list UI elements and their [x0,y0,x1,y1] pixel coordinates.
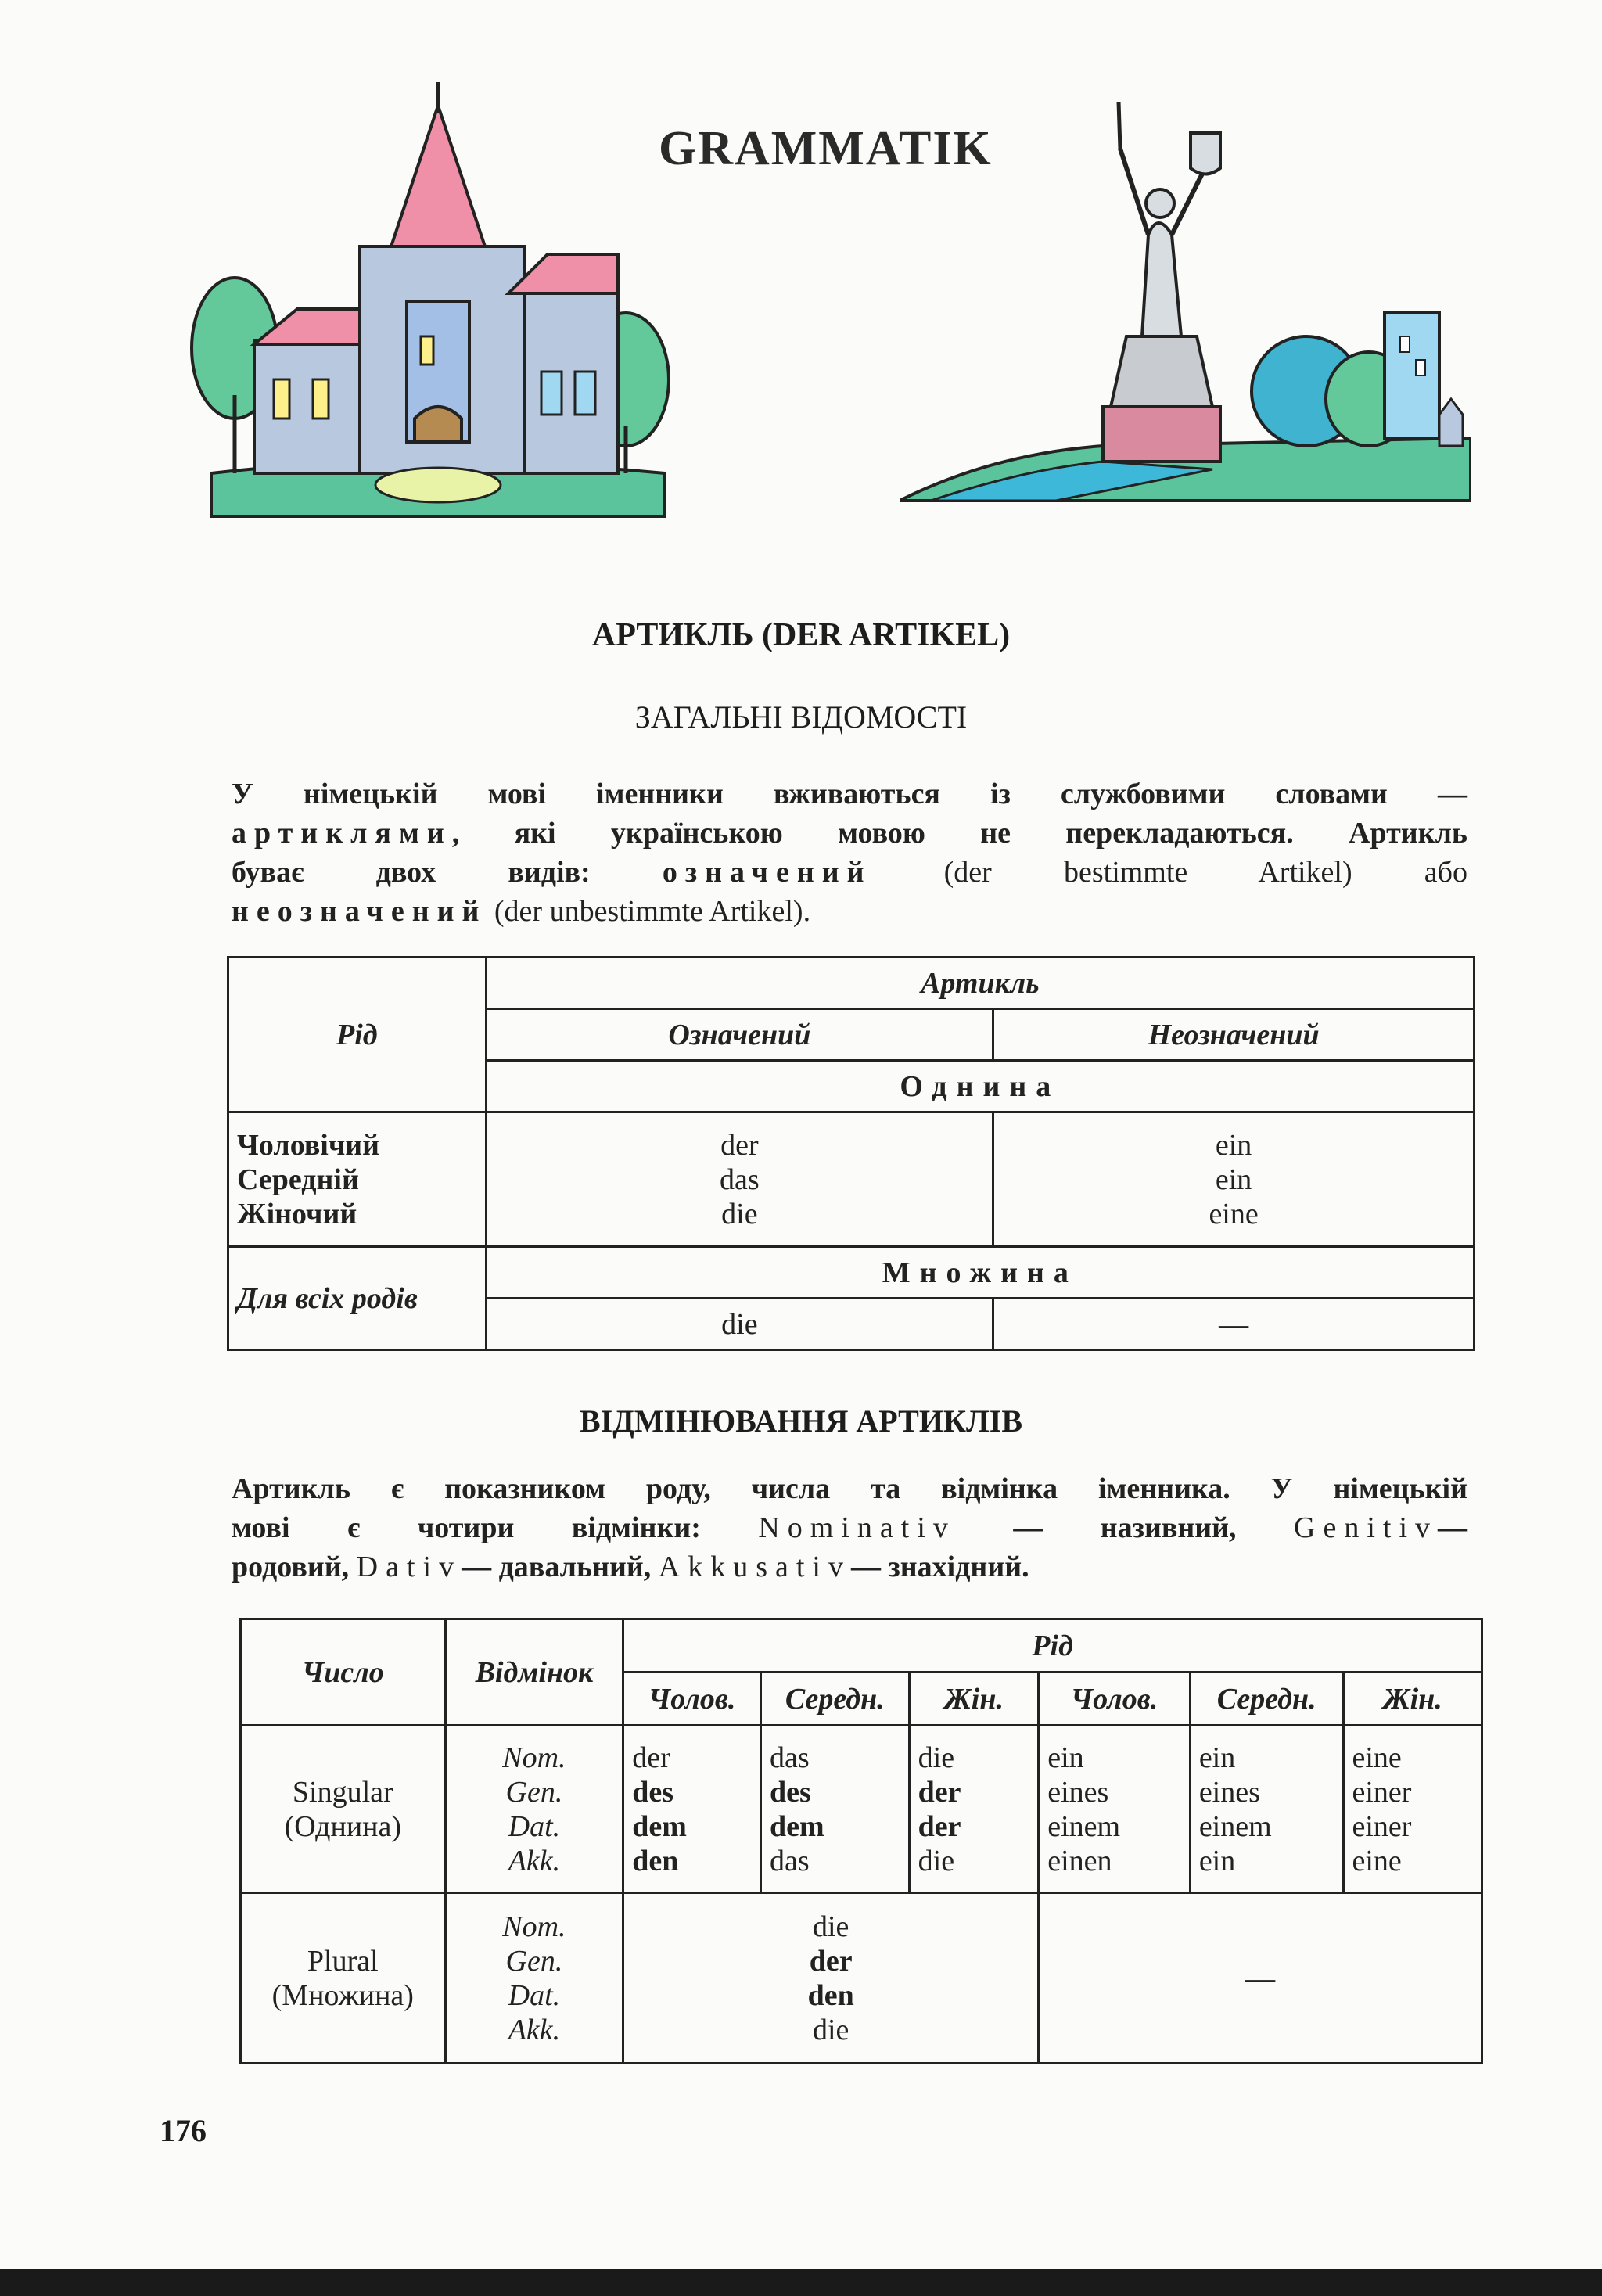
col-fem-indef: Жін. [1343,1673,1482,1726]
case-gen: Gen. [505,1775,563,1809]
section-heading-article: АРТИКЛЬ (DER ARTIKEL) [591,617,1011,653]
form: die [918,1741,955,1774]
form: die [813,2013,849,2046]
pl-indef-forms: — [1039,1893,1482,2064]
decl-genitiv-dash: — [1438,1511,1467,1544]
decl-dativ-desc: — давальний, [462,1550,659,1583]
form: des [769,1775,811,1809]
term-nominativ: Nominativ [758,1511,956,1544]
case-dat: Dat. [508,1809,561,1843]
plural-definite: die [486,1299,993,1350]
section-heading-declension: ВІДМІНЮВАННЯ АРТИКЛІВ [579,1403,1023,1439]
def-form-neut: das [720,1162,760,1196]
indefinite-singular-forms [993,1112,1474,1247]
form: die [918,1844,955,1877]
decl-line-2 [232,1508,1467,1547]
indef-form-neut: ein [1215,1162,1252,1196]
form: einem [1047,1809,1121,1843]
artikel-header: Артикль [486,958,1474,1009]
form: eines [1198,1775,1260,1809]
singular-label-de: Singular [292,1775,393,1809]
intro-line-4 [232,892,1467,931]
sg-ind-neut [1190,1726,1343,1893]
number-header: Число [241,1619,446,1726]
form: einer [1352,1809,1412,1843]
singular-cases [445,1726,623,1893]
decl-akkusativ-desc: — знахідний. [850,1550,1029,1583]
case-nom: Nom. [502,1741,566,1774]
definite-header: Означений [486,1009,993,1061]
col-masc-indef: Чолов. [1039,1673,1191,1726]
intro-line-2-rest: , які українською мовою не перекладаються. Артикль [451,817,1467,850]
form: der [809,1944,853,1978]
term-artikel: артиклями [232,817,452,850]
gender-header: Рід [228,958,487,1112]
form: des [632,1775,674,1809]
term-indefinite: неозначений [232,895,487,928]
form: die [813,1910,849,1943]
plural-header: Множина [486,1247,1474,1299]
intro-line-4-rest: (der unbestimmte Artikel). [487,895,811,928]
form: das [769,1741,810,1774]
form: ein [1198,1741,1236,1774]
intro-line-2 [232,814,1467,853]
church-illustration [180,82,681,520]
form: dem [632,1809,687,1843]
form: der [918,1775,961,1809]
sg-def-masc [623,1726,761,1893]
all-genders-label: Для всіх родів [228,1247,487,1350]
intro-line-3-rest: (der bestimmte Artikel) або [871,856,1467,889]
case-header: Відмінок [445,1619,623,1726]
case-gen: Gen. [505,1944,563,1978]
col-neut-indef: Середн. [1190,1673,1343,1726]
indefinite-header: Неозначений [993,1009,1474,1061]
form: ein [1047,1741,1084,1774]
form: einer [1352,1775,1412,1809]
indef-form-fem: eine [1209,1197,1259,1231]
intro-line-1: У німецькій мові іменники вживаються із службовими словами — [232,778,1467,810]
plural-cases [445,1893,623,2064]
case-akk: Akk. [508,1844,561,1877]
def-form-fem: die [721,1197,758,1231]
declension-table [239,1618,1483,2064]
sg-ind-fem [1343,1726,1482,1893]
plural-label-de: Plural [307,1944,379,1978]
form: das [769,1844,810,1877]
form: einem [1198,1809,1272,1843]
indef-form-masc: ein [1215,1128,1252,1162]
decl-line-3-start: родовий, [232,1550,357,1583]
decl-line-1: Артикль є показником роду, числа та відмінка іменника. У німецькій [232,1472,1467,1505]
form: eine [1352,1741,1402,1774]
sg-ind-masc [1039,1726,1191,1893]
singular-label-uk: (Однина) [284,1809,402,1843]
term-akkusativ: Akkusativ [658,1550,851,1583]
gender-feminine: Жіночий [237,1197,357,1231]
sg-def-neut [760,1726,909,1893]
form: ein [1198,1844,1236,1877]
form: dem [769,1809,824,1843]
case-akk: Akk. [508,2013,561,2046]
intro-paragraph [232,774,1467,931]
def-form-masc: der [720,1128,759,1162]
form: der [918,1809,961,1843]
form: den [807,1978,854,2012]
definite-singular-forms [486,1112,993,1247]
page-number: 176 [160,2113,207,2148]
article-overview-table [227,956,1475,1351]
decl-line-3 [232,1547,1467,1586]
col-fem-def: Жін. [909,1673,1039,1726]
col-neut-def: Середн. [760,1673,909,1726]
term-dativ: Dativ [356,1550,462,1583]
form: den [632,1844,679,1877]
form: eine [1352,1844,1402,1877]
plural-label [241,1893,446,2064]
plural-indefinite: — [993,1299,1474,1350]
col-masc-def: Чолов. [623,1673,761,1726]
case-nom: Nom. [502,1910,566,1943]
term-definite: означений [662,856,872,889]
form: einen [1047,1844,1112,1877]
pl-def-forms [623,1893,1039,2064]
singular-header: Однина [486,1061,1474,1112]
sg-def-fem [909,1726,1039,1893]
case-dat: Dat. [508,1978,561,2012]
page-title: GRAMMATIK [659,122,993,175]
form: der [632,1741,670,1774]
subsection-heading-general: ЗАГАЛЬНІ ВІДОМОСТІ [634,699,968,735]
intro-line-3-start: буває двох видів: [232,856,663,889]
gender-header-2: Рід [623,1619,1482,1673]
decl-line-2-start: мові є чотири відмінки: [232,1511,759,1544]
gender-masculine: Чоловічий [237,1128,380,1162]
gender-list [228,1112,487,1247]
decl-nominativ-desc: — називний, [955,1511,1295,1544]
term-genitiv: Genitiv [1294,1511,1438,1544]
plural-label-uk: (Множина) [271,1978,414,2012]
intro-line-3 [232,853,1467,892]
declension-paragraph [232,1469,1467,1586]
gender-neuter: Середній [237,1162,359,1196]
singular-label [241,1726,446,1893]
form: eines [1047,1775,1109,1809]
